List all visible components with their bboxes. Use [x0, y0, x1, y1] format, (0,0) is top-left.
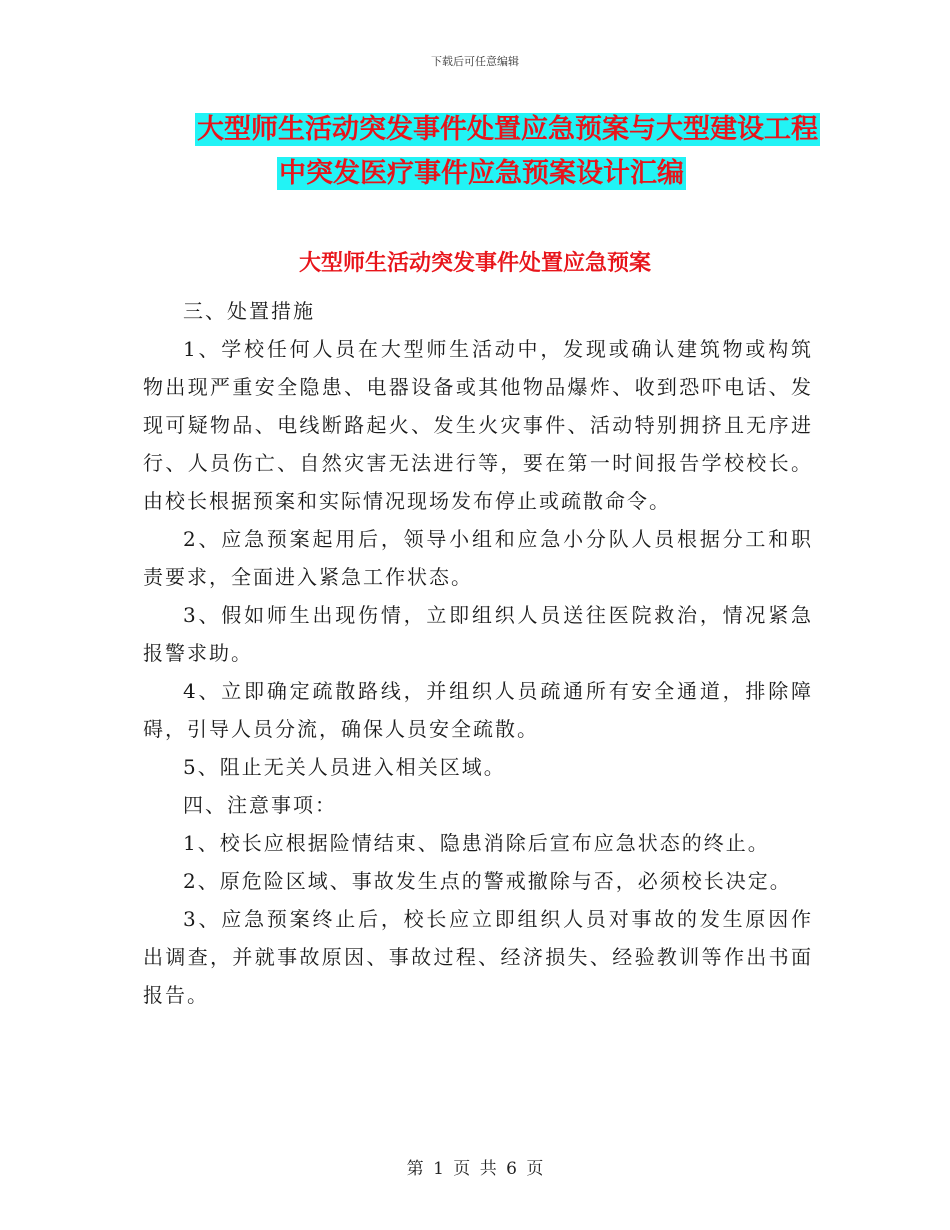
header-note: 下载后可任意编辑: [431, 55, 519, 68]
paragraph: 2、原危险区域、事故发生点的警戒撤除与否，必须校长决定。: [183, 869, 792, 893]
title-highlight-2: 中突发医疗事件应急预案设计汇编: [279, 158, 684, 189]
paragraph: 2、应急预案起用后，领导小组和应急小分队人员根据分工和职责要求，全面进入紧急工作状态。: [143, 527, 813, 589]
paragraph: 3、假如师生出现伤情，立即组织人员送往医院救治，情况紧急报警求助。: [143, 603, 813, 665]
paragraph: 3、应急预案终止后，校长应立即组织人员对事故的发生原因作出调查，并就事故原因、事故过程、经济损失、经验教训等作出书面报告。: [143, 907, 813, 1007]
paragraph: 1、校长应根据险情结束、隐患消除后宣布应急状态的终止。: [183, 831, 770, 855]
document-title-line-2: [277, 156, 686, 192]
title-highlight-1: 大型师生活动突发事件处置应急预案与大型建设工程: [197, 114, 818, 145]
paragraph: 5、阻止无关人员进入相关区域。: [183, 755, 506, 779]
document-body: [143, 292, 813, 1014]
page-footer: 第 1 页 共 6 页: [406, 1159, 544, 1179]
paragraph: 1、学校任何人员在大型师生活动中，发现或确认建筑物或构筑物出现严重安全隐患、电器设备或其他物品爆炸、收到恐吓电话、发现可疑物品、电线断路起火、发生火灾事件、活动特别拥挤且无序进行、人员伤亡、自然灾害无法进行等，要在第一时间报告学校校长。由校长根据预案和实际情况现场发布停止或疏散命令。: [143, 337, 813, 513]
paragraph-heading-measures: 三、处置措施: [183, 299, 315, 323]
document-title-line-1: [195, 112, 820, 148]
section-title: 大型师生活动突发事件处置应急预案: [298, 251, 651, 276]
paragraph-heading-notes: 四、注意事项：: [183, 793, 337, 817]
paragraph: 4、立即确定疏散路线，并组织人员疏通所有安全通道，排除障碍，引导人员分流，确保人员安全疏散。: [143, 679, 813, 741]
